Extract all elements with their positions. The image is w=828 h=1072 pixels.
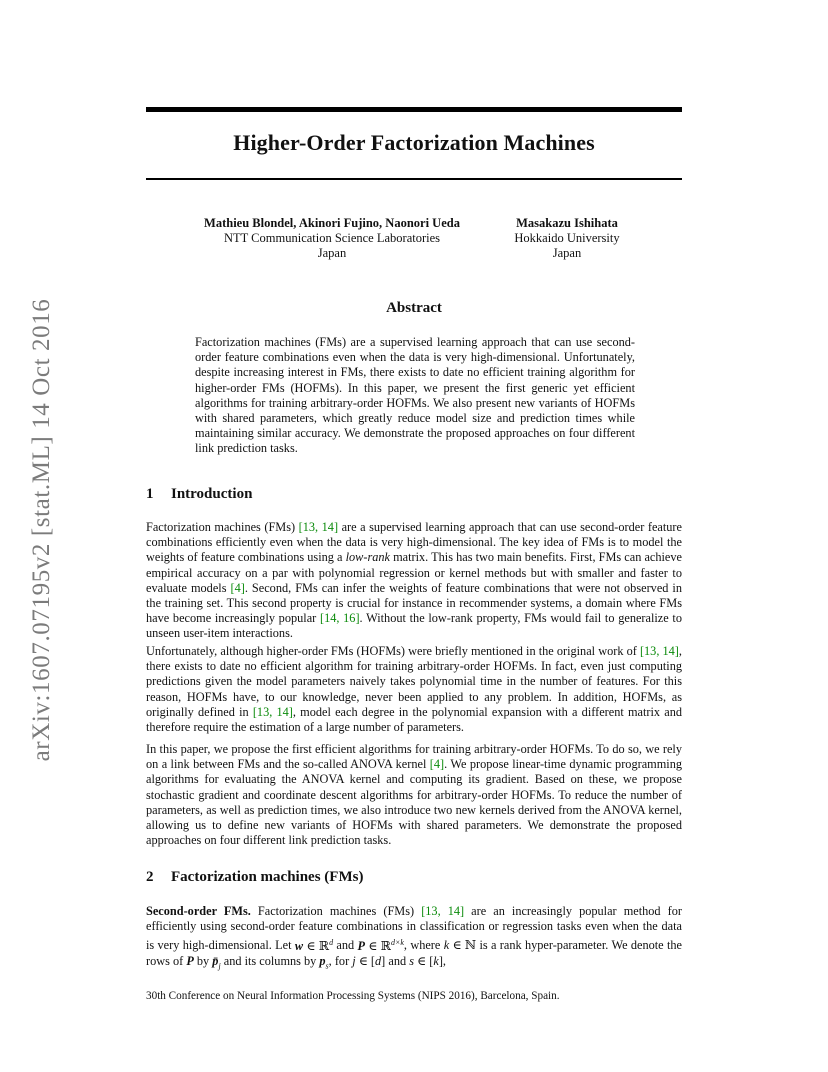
title-top-rule <box>146 107 682 112</box>
emphasis-low-rank: low-rank <box>345 550 390 565</box>
math-pbar-j: $p̄_j$ <box>212 953 221 971</box>
citation-link[interactable]: [14, 16] <box>319 611 360 626</box>
arxiv-stamp <box>22 280 62 780</box>
paragraph-run-in-heading: Second-order FMs. <box>146 904 251 918</box>
abstract-body: Factorization machines (FMs) are a supervised learning approach that can use second-order feature combinations even when the data is very high-dimensional. Unfortunately, despite increasing interest in FMs, there exists to date no efficient training algorithm for higher-order FMs (HOFMs). In this paper, we present the first generic yet efficient algorithms for training arbitrary-order HOFMs. We also present new variants of HOFMs with shared parameters, which greatly reduce model size and prediction times while maintaining similar accuracy. We demonstrate the proposed approaches on four different link prediction tasks. <box>195 335 635 456</box>
section-title: Factorization machines (FMs) <box>171 869 364 885</box>
section-number: 2 <box>146 869 154 885</box>
title-bottom-rule <box>146 178 682 180</box>
math-s-in-k: s ∈ [k] <box>409 953 443 968</box>
citation-link[interactable]: [4] <box>429 757 445 772</box>
citation-link[interactable]: [13, 14] <box>298 520 339 534</box>
author-country: Japan <box>552 246 582 260</box>
math-k-in-N: k ∈ ℕ <box>443 938 477 953</box>
paper-title: Higher-Order Factorization Machines <box>233 130 595 155</box>
author-block-2 <box>508 216 626 261</box>
math-P: P <box>186 953 194 968</box>
math-w-in-Rd: w ∈ ℝ$^d$ <box>294 937 334 953</box>
author-names: Masakazu Ishihata <box>516 216 618 230</box>
section-heading-factorization-machines <box>146 869 363 886</box>
intro-paragraph-3: In this paper, we propose the first efficient algorithms for training arbitrary-order HOFMs. To do so, we rely on a link between FMs and the so-called ANOVA kernel [4]. We propose linear-time dynamic programming algorithms for evaluating the ANOVA kernel and computing its gradient. Based on these, we propose stochastic gradient and coordinate descent algorithms for arbitrary-order HOFMs. To reduce the number of parameters, as well as prediction times, we also introduce two new kernels derived from the ANOVA kernel, allowing us to define new variants of HOFMs with shared parameters. We demonstrate the proposed approaches on four different link prediction tasks. <box>146 742 682 848</box>
citation-link[interactable]: [13, 14] <box>421 904 465 918</box>
citation-link[interactable]: [13, 14] <box>639 644 679 658</box>
author-affiliation: Hokkaido University <box>514 231 620 245</box>
abstract-heading: Abstract <box>386 300 442 316</box>
intro-paragraph-2: Unfortunately, although higher-order FMs (HOFMs) were briefly mentioned in the original work of [13, 14], there exists to date no efficient algorithm for training arbitrary-order HOFMs. In fact, even just computing predictions given the model parameters naively takes polynomial time in the number of features. For this reason, HOFMs have, to our knowledge, never been applied to any problem. In addition, HOFMs, as originally defined in [13, 14], model each degree in the polynomial expansion with a different matrix and therefore require the estimation of a large number of parameters. <box>146 644 683 735</box>
author-affiliation: NTT Communication Science Laboratories <box>223 231 441 245</box>
author-block-1 <box>182 216 482 261</box>
conference-footnote: 30th Conference on Neural Information Processing Systems (NIPS 2016), Barcelona, Spain. <box>146 990 560 1002</box>
section-title: Introduction <box>171 486 253 502</box>
intro-paragraph-1: Factorization machines (FMs) [13, 14] are a supervised learning approach that can use second-order feature combinations efficiently even when the data is very high-dimensional. The key idea of FMs is to model the weights of feature combinations using a low-rank matrix. This has two main benefits. First, FMs can achieve empirical accuracy on a par with polynomial regression or kernel methods but with smaller and faster to evaluate models [4]. Second, FMs can infer the weights of feature combinations that were not observed in the training set. This second property is crucial for instance in recommender systems, a domain where FMs have become increasingly popular [14, 16]. Without the low-rank property, FMs would fail to generalize to unseen user-item interactions. <box>146 520 683 641</box>
author-country: Japan <box>317 246 347 260</box>
math-j-in-d: j ∈ [d] <box>352 953 386 968</box>
author-names: Mathieu Blondel, Akinori Fujino, Naonori Ueda <box>204 216 460 230</box>
arxiv-stamp-text: arXiv:1607.07195v2 [stat.ML] 14 Oct 2016 <box>28 298 55 762</box>
math-p-s: $p_s$ <box>319 953 329 971</box>
section-number: 1 <box>146 486 154 502</box>
math-P-in-Rdk: P ∈ ℝ$^{d\times k}$ <box>357 937 404 953</box>
section-heading-introduction <box>146 486 252 503</box>
citation-link[interactable]: [13, 14] <box>252 704 293 719</box>
citation-link[interactable]: [4] <box>230 580 245 595</box>
fm-paragraph: Second-order FMs. Factorization machines (FMs) [13, 14] are an increasingly popular method for efficiently using second-order feature combinations in classification or regression tasks even when the data is very high-dimensional. Let w ∈ ℝ$^d$ and P ∈ ℝ$^{d\times k}$, where k ∈ ℕ is a rank hyper-parameter. We denote the rows of P by $p̄_j$ and its columns by $p_s$, for j ∈ [d] and s ∈ [k], <box>146 904 682 971</box>
